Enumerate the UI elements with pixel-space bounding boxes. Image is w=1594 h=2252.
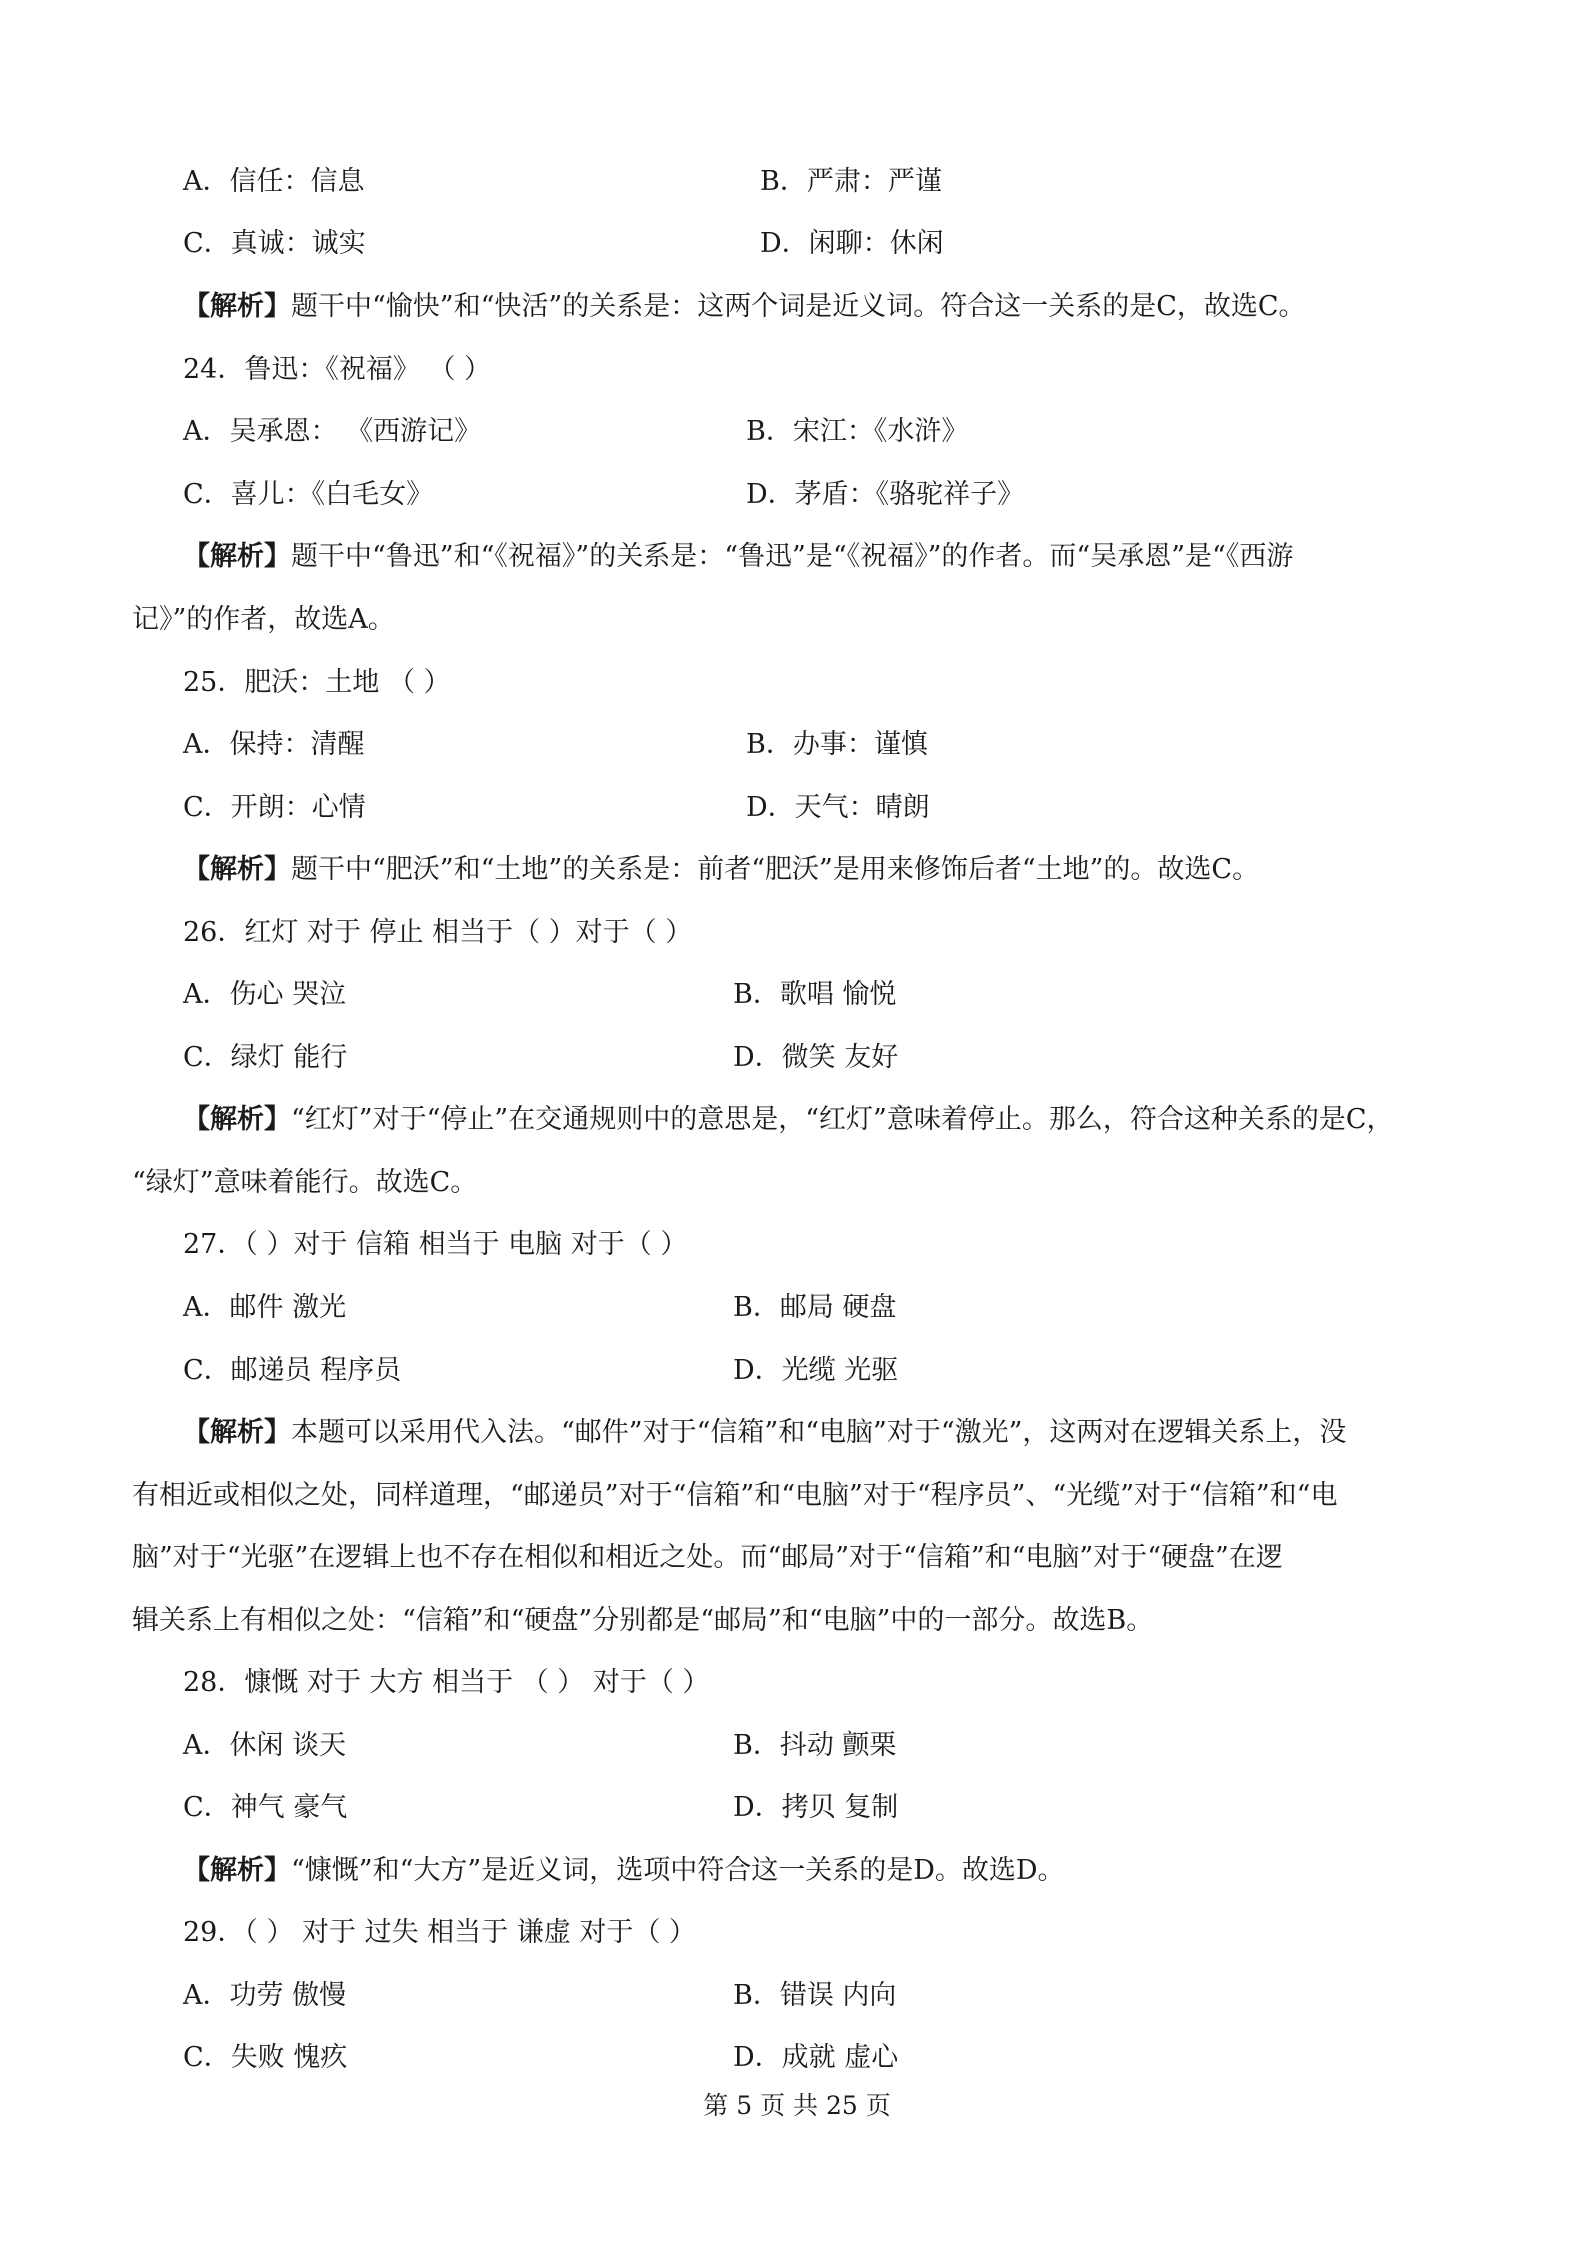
q28-stem: 28．慷慨 对于 大方 相当于 （ ） 对于（ ） (183, 1667, 710, 1698)
page-number-footer: 第 5 页 共 25 页 (703, 2091, 891, 2120)
explanation-tag: 【解析】 (183, 291, 291, 322)
explanation-text: 题干中“鲁迅”和“《祝福》”的关系是：“鲁迅”是“《祝福》”的作者。而“吴承恩”是“《西游 (291, 541, 1294, 572)
q28-option-d: D．拷贝 复制 (733, 1792, 899, 1823)
q24-option-b: B．宋江：《水浒》 (746, 416, 969, 447)
q28-option-c: C．神气 豪气 (183, 1792, 348, 1823)
q29-stem: 29．（ ） 对于 过失 相当于 谦虚 对于（ ） (183, 1917, 696, 1948)
q29-option-c: C．失败 愧疚 (183, 2042, 348, 2073)
q24-explanation-line2: 记》”的作者，故选A。 (132, 604, 395, 635)
explanation-tag: 【解析】 (183, 1417, 291, 1448)
q27-stem: 27．（ ）对于 信箱 相当于 电脑 对于（ ） (183, 1229, 688, 1260)
q25-option-b: B．办事：谨慎 (746, 729, 928, 760)
q26-option-a: A．伤心 哭泣 (183, 979, 347, 1010)
q27-option-a: A．邮件 激光 (183, 1292, 347, 1323)
q28-option-a: A．休闲 谈天 (183, 1730, 347, 1761)
q26-explanation-line2: “绿灯”意味着能行。故选C。 (132, 1167, 478, 1198)
explanation-text: 本题可以采用代入法。“邮件”对于“信箱”和“电脑”对于“激光”，这两对在逻辑关系上，没 (291, 1417, 1347, 1448)
q23-option-c: C．真诚：诚实 (183, 228, 366, 259)
q29-option-a: A．功劳 傲慢 (183, 1980, 347, 2011)
q26-option-c: C．绿灯 能行 (183, 1042, 348, 1073)
q25-option-a: A．保持：清醒 (183, 729, 365, 760)
explanation-text: “慷慨”和“大方”是近义词，选项中符合这一关系的是D。故选D。 (291, 1855, 1065, 1886)
q29-option-b: B．错误 内向 (733, 1980, 897, 2011)
q27-explanation-line1 (183, 1419, 1346, 1446)
q27-option-b: B．邮局 硬盘 (733, 1292, 897, 1323)
q26-stem: 26．红灯 对于 停止 相当于（ ）对于（ ） (183, 917, 693, 948)
q24-option-c: C．喜儿：《白毛女》 (183, 479, 434, 510)
q27-explanation-line2: 有相近或相似之处，同样道理，“邮递员”对于“信箱”和“电脑”对于“程序员”、“光缆”对于“信箱”和“电 (132, 1480, 1338, 1511)
q24-option-a: A．吴承恩： 《西游记》 (183, 416, 482, 447)
q28-option-b: B．抖动 颤栗 (733, 1730, 897, 1761)
q27-option-d: D．光缆 光驱 (733, 1355, 899, 1386)
q24-explanation-line1 (183, 543, 1293, 570)
q23-option-d: D．闲聊：休闲 (760, 228, 944, 259)
q25-explanation (183, 856, 1259, 883)
q27-explanation-line3: 脑”对于“光驱”在逻辑上也不存在相似和相近之处。而“邮局”对于“信箱”和“电脑”对于“硬盘”在逻 (132, 1542, 1283, 1573)
q26-option-b: B．歌唱 愉悦 (733, 979, 897, 1010)
q25-option-c: C．开朗：心情 (183, 792, 366, 823)
explanation-text: “红灯”对于“停止”在交通规则中的意思是，“红灯”意味着停止。那么，符合这种关系的是C， (291, 1104, 1394, 1135)
q23-explanation (183, 293, 1306, 320)
q27-explanation-line4: 辑关系上有相似之处：“信箱”和“硬盘”分别都是“邮局”和“电脑”中的一部分。故选B。 (132, 1605, 1154, 1636)
explanation-tag: 【解析】 (183, 854, 291, 885)
explanation-text: 题干中“肥沃”和“土地”的关系是：前者“肥沃”是用来修饰后者“土地”的。故选C。 (291, 854, 1260, 885)
explanation-text: 题干中“愉快”和“快活”的关系是：这两个词是近义词。符合这一关系的是C，故选C。 (291, 291, 1306, 322)
q29-option-d: D．成就 虚心 (733, 2042, 899, 2073)
q24-option-d: D．茅盾：《骆驼祥子》 (746, 479, 1025, 510)
q28-explanation (183, 1857, 1065, 1884)
q23-option-b: B．严肃：严谨 (760, 166, 942, 197)
explanation-tag: 【解析】 (183, 541, 291, 572)
q24-stem: 24．鲁迅：《祝福》 （ ） (183, 354, 492, 385)
q26-option-d: D．微笑 友好 (733, 1042, 899, 1073)
q25-option-d: D．天气：晴朗 (746, 792, 930, 823)
explanation-tag: 【解析】 (183, 1855, 291, 1886)
q25-stem: 25．肥沃：土地 （ ） (183, 667, 451, 698)
explanation-tag: 【解析】 (183, 1104, 291, 1135)
q26-explanation-line1 (183, 1106, 1393, 1133)
q27-option-c: C．邮递员 程序员 (183, 1355, 402, 1386)
q23-option-a: A．信任：信息 (183, 166, 365, 197)
